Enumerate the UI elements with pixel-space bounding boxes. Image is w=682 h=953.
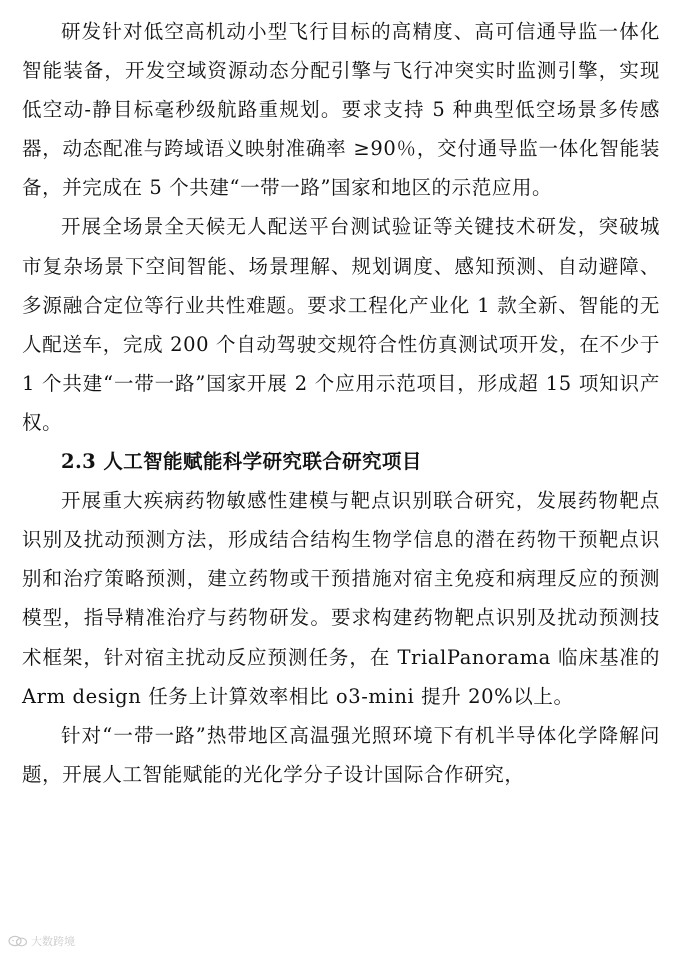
paragraph-drug-target: 开展重大疾病药物敏感性建模与靶点识别联合研究，发展药物靶点识别及扰动预测方法，形成结合结构生物学信息的潜在药物干预靶点识别和治疗策略预测，建立药物或干预措施对宿主免疫和病理反应的预测模型，指导精准治疗与药物研发。要求构建药物靶点识别及扰动预测技术框架，针对宿主扰动反应预测任务，在 TrialPanorama 临床基准的 Arm design 任务上计算效率相比 o3-mini 提升 20%以上。 — [22, 489, 660, 708]
watermark — [8, 933, 75, 949]
document-page — [22, 12, 660, 794]
paragraph-low-altitude: 研发针对低空高机动小型飞行目标的高精度、高可信通导监一体化智能装备，开发空域资源动态分配引擎与飞行冲突实时监测引擎，实现低空动-静目标毫秒级航路重规划。要求支持 5 种典型低空场景多传感器，动态配准与跨域语义映射准确率 ≥90％，交付通导监一体化智能装备，并完成在 5 个共建“一带一路”国家和地区的示范应用。 — [22, 20, 660, 200]
wechat-logo-icon — [8, 935, 28, 947]
paragraph-delivery-vehicle: 开展全场景全天候无人配送平台测试验证等关键技术研发，突破城市复杂场景下空间智能、场景理解、规划调度、感知预测、自动避障、多源融合定位等行业共性难题。要求工程化产业化 1 款全新、智能的无人配送车，完成 200 个自动驾驶交规符合性仿真测试项开发，在不少于 1 个共建“一带一路”国家开展 2 个应用示范项目，形成超 15 项知识产权。 — [22, 215, 660, 434]
paragraph-photochemistry: 针对“一带一路”热带地区高温强光照环境下有机半导体化学降解问题，开展人工智能赋能的光化学分子设计国际合作研究， — [22, 723, 660, 786]
section-heading: 2.3 人工智能赋能科学研究联合研究项目 — [61, 450, 422, 474]
watermark-text: 大数跨境 — [31, 935, 75, 948]
